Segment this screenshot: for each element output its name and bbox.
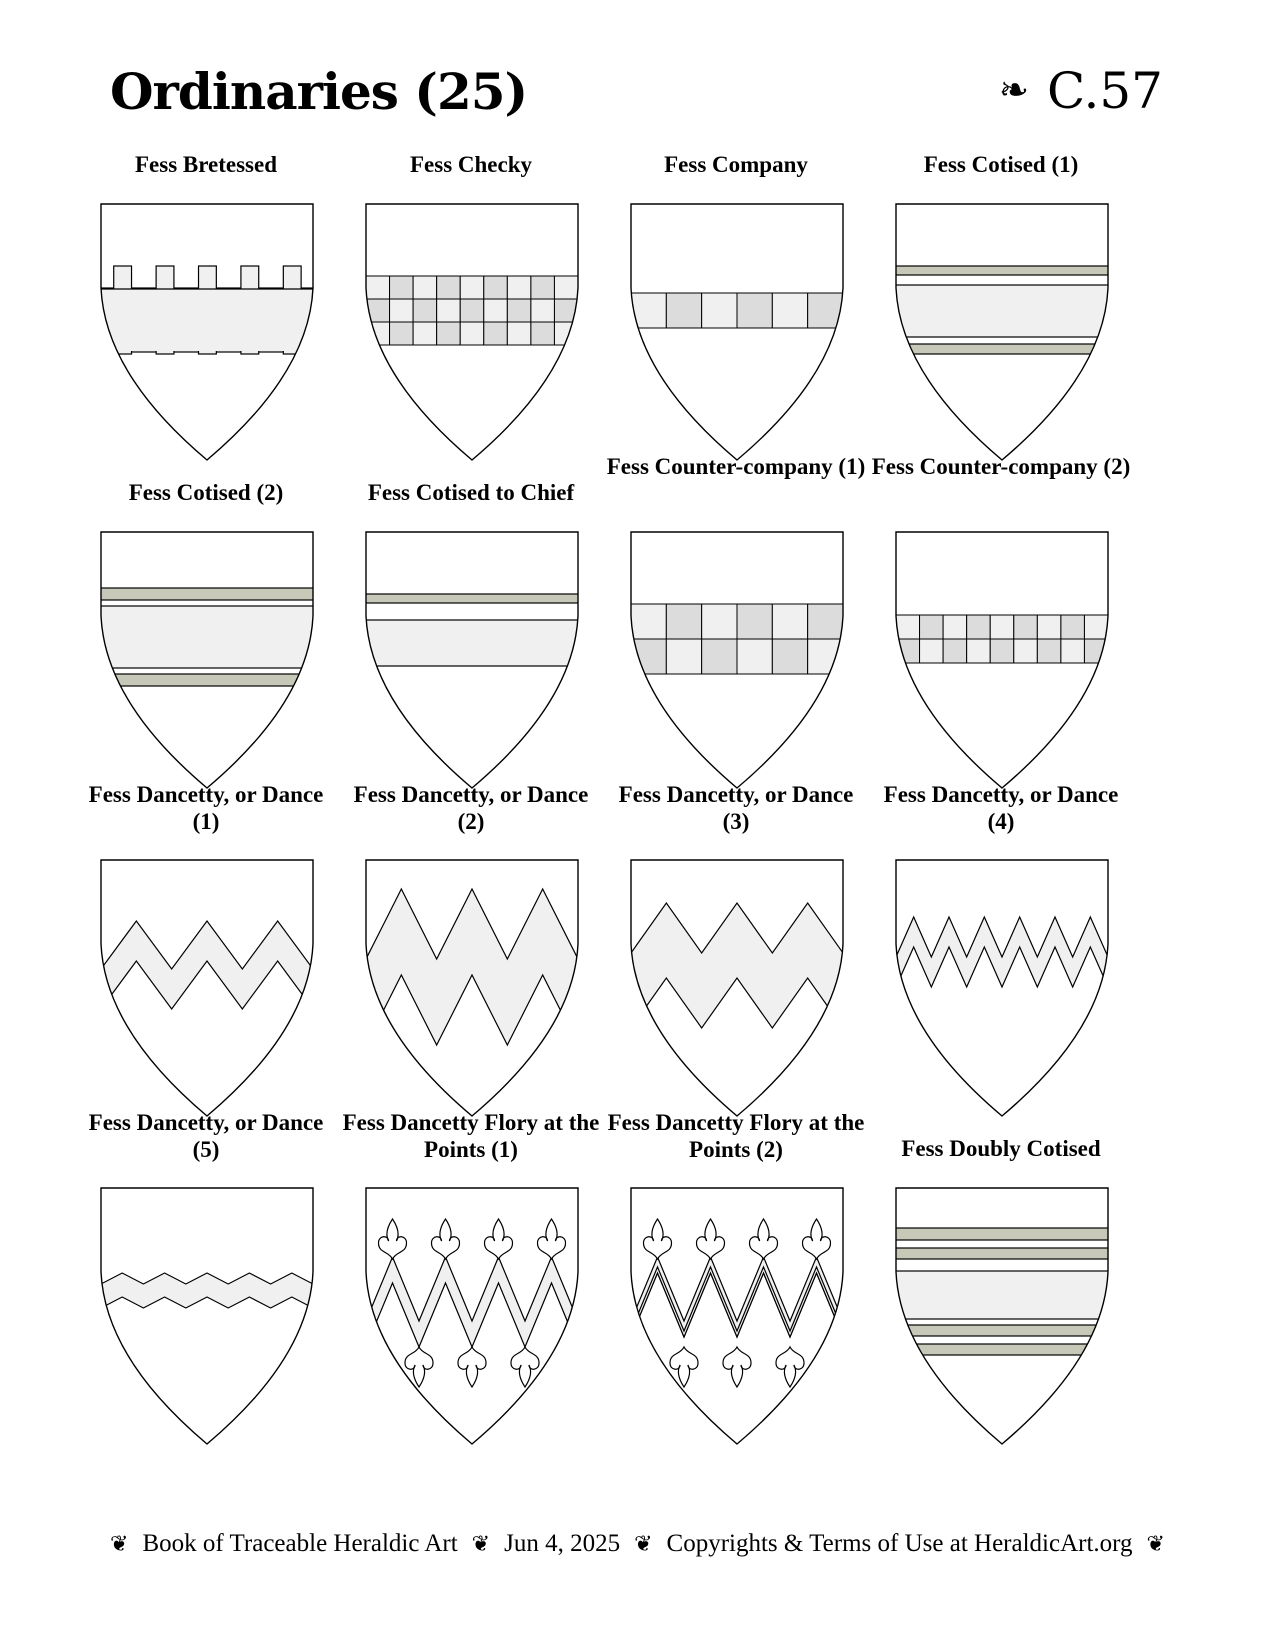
shield-label: Fess Dancetty, or Dance (5) xyxy=(88,1110,324,1162)
shield-label: Fess Bretessed xyxy=(134,152,278,177)
shield-label: Fess Cotised to Chief xyxy=(367,480,575,505)
shield-fess-dancetty-flory-1 xyxy=(365,1187,579,1445)
shield-fess-dancetty-3 xyxy=(630,859,844,1117)
shield-label: Fess Doubly Cotised xyxy=(901,1136,1101,1161)
shield-fess-checky xyxy=(365,203,579,461)
footer-book: Book of Traceable Heraldic Art xyxy=(142,1530,458,1557)
shield-label: Fess Counter-company (2) xyxy=(871,454,1131,479)
shield-fess-cotised-2 xyxy=(100,531,314,789)
ornament-icon: ❦ xyxy=(471,1531,491,1556)
shield-label: Fess Checky xyxy=(409,152,533,177)
footer-terms: Copyrights & Terms of Use at HeraldicArt.org xyxy=(666,1530,1133,1557)
footer-date: Jun 4, 2025 xyxy=(504,1530,621,1557)
fleuron-ornament: ❧ xyxy=(998,70,1029,111)
page-footer xyxy=(0,1530,1275,1558)
shield-label: Fess Cotised (2) xyxy=(128,480,284,505)
shield-fess-dancetty-4 xyxy=(895,859,1109,1117)
shield-label: Fess Dancetty Flory at the Points (2) xyxy=(607,1110,865,1162)
shield-fess-doubly-cotised xyxy=(895,1187,1109,1445)
page-number-text: C.57 xyxy=(1047,62,1163,120)
shield-fess-dancetty-2 xyxy=(365,859,579,1117)
ornament-icon: ❦ xyxy=(634,1531,653,1556)
ornament-icon: ❦ xyxy=(1146,1531,1165,1556)
shield-label: Fess Counter-company (1) xyxy=(606,454,866,479)
shield-label: Fess Dancetty, or Dance (3) xyxy=(618,782,854,834)
shield-fess-dancetty-5 xyxy=(100,1187,314,1445)
shield-fess-bretessed xyxy=(100,203,314,461)
shield-label: Fess Dancetty, or Dance (4) xyxy=(883,782,1119,834)
shield-label: Fess Cotised (1) xyxy=(923,152,1079,177)
shield-fess-dancetty-1 xyxy=(100,859,314,1117)
page-title: Ordinaries (25) xyxy=(110,62,528,121)
shield-label: Fess Dancetty, or Dance (2) xyxy=(353,782,589,834)
shield-label: Fess Company xyxy=(664,152,808,177)
ornament-icon: ❦ xyxy=(110,1531,129,1556)
shield-fess-cotised-1 xyxy=(895,203,1109,461)
shield-label: Fess Dancetty Flory at the Points (1) xyxy=(342,1110,600,1162)
shield-label: Fess Dancetty, or Dance (1) xyxy=(88,782,324,834)
shield-fess-dancetty-flory-2 xyxy=(630,1187,844,1445)
shield-fess-counter-company-1 xyxy=(630,531,844,789)
shield-fess-cotised-to-chief xyxy=(365,531,579,789)
shield-fess-counter-company-2 xyxy=(895,531,1109,789)
shield-fess-company xyxy=(630,203,844,461)
